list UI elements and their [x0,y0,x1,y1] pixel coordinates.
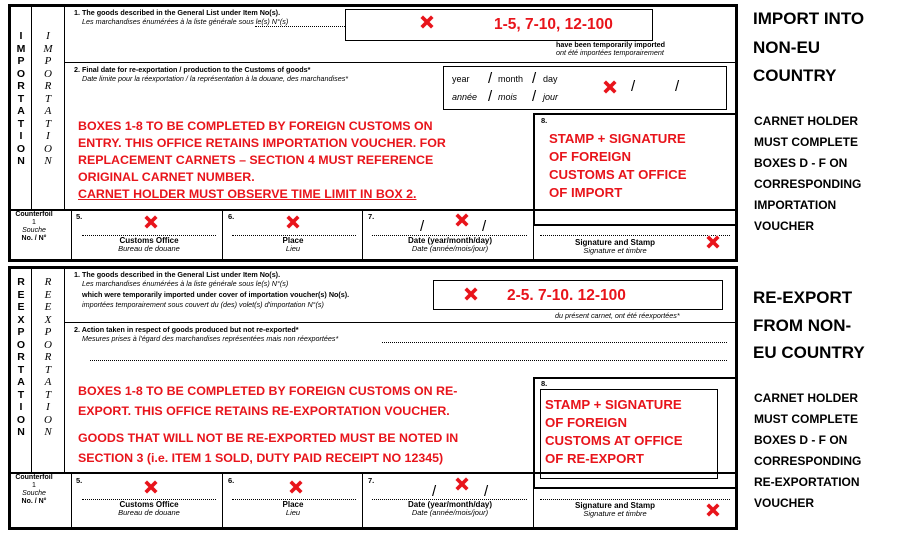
item1-label-fr: Les marchandises énumérées à la liste générale sous le(s) N°(s) [82,17,289,26]
item1-tail-fr: ont été importées temporairement [556,48,664,57]
side-label-importation-fr: I M P O R T A T I O N [43,30,53,167]
re-item1-label-fr-2: importées temporairement sous couvert du (des) volet(s) d'importation N°(s) [82,300,324,309]
red-x-mark-icon [417,12,437,32]
export-note-5: RE-EXPORTATION [754,475,860,489]
side-label-importation: I M P O R T A T I O N [16,30,26,167]
re-customs-office-field[interactable]: Customs Office Bureau de douane [118,500,180,517]
instruction-line-4: ORIGINAL CARNET NUMBER. [78,170,255,184]
re-item1-label-fr: Les marchandises énumérées à la liste générale sous le(s) N°(s) [82,279,289,288]
re-signature-stamp-field[interactable]: Signature and Stamp Signature et timbre [574,501,655,518]
import-note-6: VOUCHER [754,219,815,233]
re-stamp-line-2: OF FOREIGN [545,415,628,430]
import-note-1: CARNET HOLDER [754,114,858,128]
import-heading-3: COUNTRY [753,66,837,85]
re-item1-label: 1. The goods described in the General List under Item No(s). [74,270,281,279]
item2-label: 2. Final date for re-exportation / production to the Customs of goods* [74,65,311,74]
red-x-mark-icon [452,474,472,494]
instruction-line-3: REPLACEMENT CARNETS – SECTION 4 MUST REFERENCE [78,153,434,167]
red-x-mark-icon [286,477,306,497]
re-instruction-line-5: SECTION 3 (i.e. ITEM 1 SOLD, DUTY PAID RECEIPT NO 12345) [78,451,444,465]
import-heading-2: NON-EU [753,38,821,57]
re-item2-label-fr: Mesures prises à l'égard des marchandises représentées mais non réexportées* [82,334,339,343]
date-month-label: month [498,74,524,84]
red-x-mark-icon [703,232,723,252]
date-annee-label: année [452,92,478,102]
red-x-mark-icon [461,284,481,304]
import-heading-1: IMPORT INTO [753,9,865,28]
re-item1-label-2: which were temporarily imported under cover of importation voucher(s) No(s). [82,290,350,299]
item-numbers-value: 1-5, 7-10, 12-100 [494,16,613,33]
instruction-line-1: BOXES 1-8 TO BE COMPLETED BY FOREIGN CUSTOMS ON [78,119,433,133]
re-item-numbers-value: 2-5. 7-10. 12-100 [507,287,626,304]
import-note-3: BOXES D - F ON [754,156,848,170]
export-note-2: MUST COMPLETE [754,412,858,426]
stamp-line-2: OF FOREIGN [549,149,632,164]
instruction-line-5: CARNET HOLDER MUST OBSERVE TIME LIMIT IN BOX 2. [78,187,417,201]
date-year-label: year [452,74,470,84]
re-stamp-line-4: OF RE-EXPORT [545,451,644,466]
date-jour-label: jour [543,92,559,102]
re-date-field[interactable]: Date (year/month/day) Date (année/mois/jour) [407,500,493,517]
re-item2-label: 2. Action taken in respect of goods produced but not re-exported* [74,325,299,334]
item1-tail: have been temporarily imported [556,40,666,49]
instruction-line-2: ENTRY. THIS OFFICE RETAINS IMPORTATION VOUCHER. FOR [78,136,446,150]
signature-stamp-field[interactable]: Signature and Stamp Signature et timbre [574,238,655,255]
stamp-line-3: CUSTOMS AT OFFICE [549,167,687,182]
export-note-6: VOUCHER [754,496,815,510]
red-x-mark-icon [141,477,161,497]
import-note-5: IMPORTATION [754,198,837,212]
red-x-mark-icon [600,77,620,97]
item2-label-fr: Date limite pour la réexportation / la représentation à la douane, des marchandises* [82,74,349,83]
export-heading-3: EU COUNTRY [753,343,865,362]
re-instruction-line-2: EXPORT. THIS OFFICE RETAINS RE-EXPORTATION VOUCHER. [78,404,450,418]
re-item1-tail-fr: du présent carnet, ont été réexportées* [555,311,680,320]
customs-office-field[interactable]: Customs Office Bureau de douane [118,236,180,253]
import-note-4: CORRESPONDING [754,177,862,191]
red-x-mark-icon [452,210,472,230]
export-note-1: CARNET HOLDER [754,391,858,405]
date-field[interactable]: Date (year/month/day) Date (année/mois/jour) [407,236,493,253]
export-heading-2: FROM NON- [753,316,852,335]
red-x-mark-icon [283,212,303,232]
stamp-line-1: STAMP + SIGNATURE [549,131,686,146]
re-stamp-line-1: STAMP + SIGNATURE [545,397,682,412]
import-note-2: MUST COMPLETE [754,135,858,149]
side-label-reexportation-fr: R E E X P O R T A T I O N [44,276,52,438]
red-x-mark-icon [703,500,723,520]
export-heading-1: RE-EXPORT [753,288,853,307]
re-place-field[interactable]: Place Lieu [282,500,304,517]
export-note-3: BOXES D - F ON [754,433,848,447]
date-mois-label: mois [498,92,518,102]
counterfoil-label: Counterfoil 1 Souche No. / N° [15,211,53,242]
re-counterfoil-label: Counterfoil 1 Souche No. / N° [15,474,53,505]
stamp-line-4: OF IMPORT [549,185,623,200]
item1-label: 1. The goods described in the General List under Item No(s). [74,8,281,17]
final-date-box[interactable] [443,66,727,110]
place-field[interactable]: Place Lieu [282,236,304,253]
re-stamp-line-3: CUSTOMS AT OFFICE [545,433,683,448]
date-day-label: day [543,74,558,84]
re-instruction-line-1: BOXES 1-8 TO BE COMPLETED BY FOREIGN CUSTOMS ON RE- [78,384,458,398]
re-instruction-line-4: GOODS THAT WILL NOT BE RE-EXPORTED MUST BE NOTED IN [78,431,459,445]
side-label-reexportation: R E E X P O R T A T I O N [16,276,26,438]
export-note-4: CORRESPONDING [754,454,862,468]
red-x-mark-icon [141,212,161,232]
